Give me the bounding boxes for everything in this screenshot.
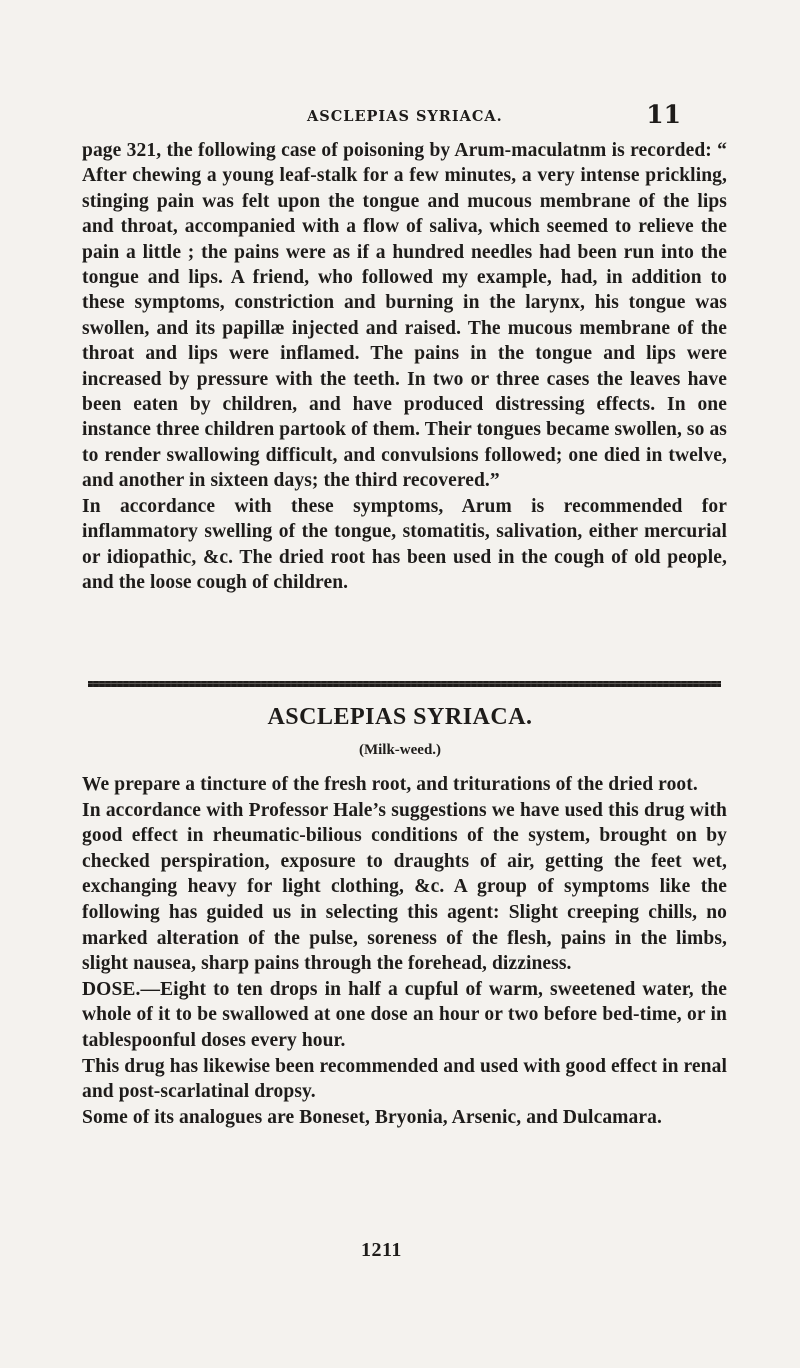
section-title: ASCLEPIAS SYRIACA. xyxy=(267,704,533,730)
asclepias-paragraph-4: This drug has likewise been recommended and used with good effect in renal and post-scarlatinal dropsy. xyxy=(82,1055,727,1103)
asclepias-paragraph-5: Some of its analogues are Boneset, Bryonia, Arsenic, and Dulcamara. xyxy=(82,1106,662,1128)
running-head-title: ASCLEPIAS SYRIACA. xyxy=(307,108,503,125)
running-head xyxy=(160,100,681,136)
asclepias-section xyxy=(82,772,727,1130)
arum-paragraph-2: In accordance with these symptoms, Arum is recommended for inflammatory swelling of the tongue, stomatitis, salivation, either mercurial or idiopathic, &c. The dried root has been used in the cough of old people, and the loose cough of children. xyxy=(82,495,727,593)
section-subtitle: (Milk-weed.) xyxy=(358,742,442,758)
section-divider xyxy=(88,681,721,687)
page-number-bottom: 1211 xyxy=(361,1239,402,1261)
arum-paragraph-1: page 321, the following case of poisoning by Arum-maculatnm is recorded: “ After chewing a young leaf-stalk for a few minutes, a very intense prickling, stinging pain was felt upon the tongue and mucous membrane of the lips and throat, accompanied with a flow of saliva, which seemed to relieve the pain a little ; the pains were as if a hundred needles had been run into the tongue and lips. A friend, who followed my example, had, in addition to these symptoms, constriction and burning in the larynx, his tongue was swollen, and its papillæ injected and raised. The mucous membrane of the throat and lips were inflamed. The pains in the tongue and lips were increased by pressure with the teeth. In two or three cases the leaves have been eaten by children, and have produced distressing effects. In one instance three children partook of them. Their tongues became swollen, so as to render swallowing difficult, and convulsions followed; one died in twelve, and another in sixteen days; the third recovered.” xyxy=(82,140,727,492)
asclepias-paragraph-2: In accordance with Professor Hale’s suggestions we have used this drug with good effect in rheumatic-bilious conditions of the system, brought on by checked perspiration, exposure to draughts of air, getting the feet wet, exchanging heavy for light clothing, &c. A group of symptoms like the following has guided us in selecting this agent: Slight creeping chills, no marked alteration of the pulse, soreness of the flesh, pains in the limbs, slight nausea, sharp pains through the forehead, dizziness. xyxy=(82,799,727,975)
asclepias-paragraph-1: We prepare a tincture of the fresh root, and triturations of the dried root. xyxy=(82,774,698,795)
asclepias-paragraph-3: DOSE.—Eight to ten drops in half a cupful of warm, sweetened water, the whole of it to be swallowed at one dose an hour or two before bed-time, or in tablespoonful doses every hour. xyxy=(82,978,727,1051)
page-number-top: 11 xyxy=(646,100,681,129)
arum-section xyxy=(82,138,727,595)
